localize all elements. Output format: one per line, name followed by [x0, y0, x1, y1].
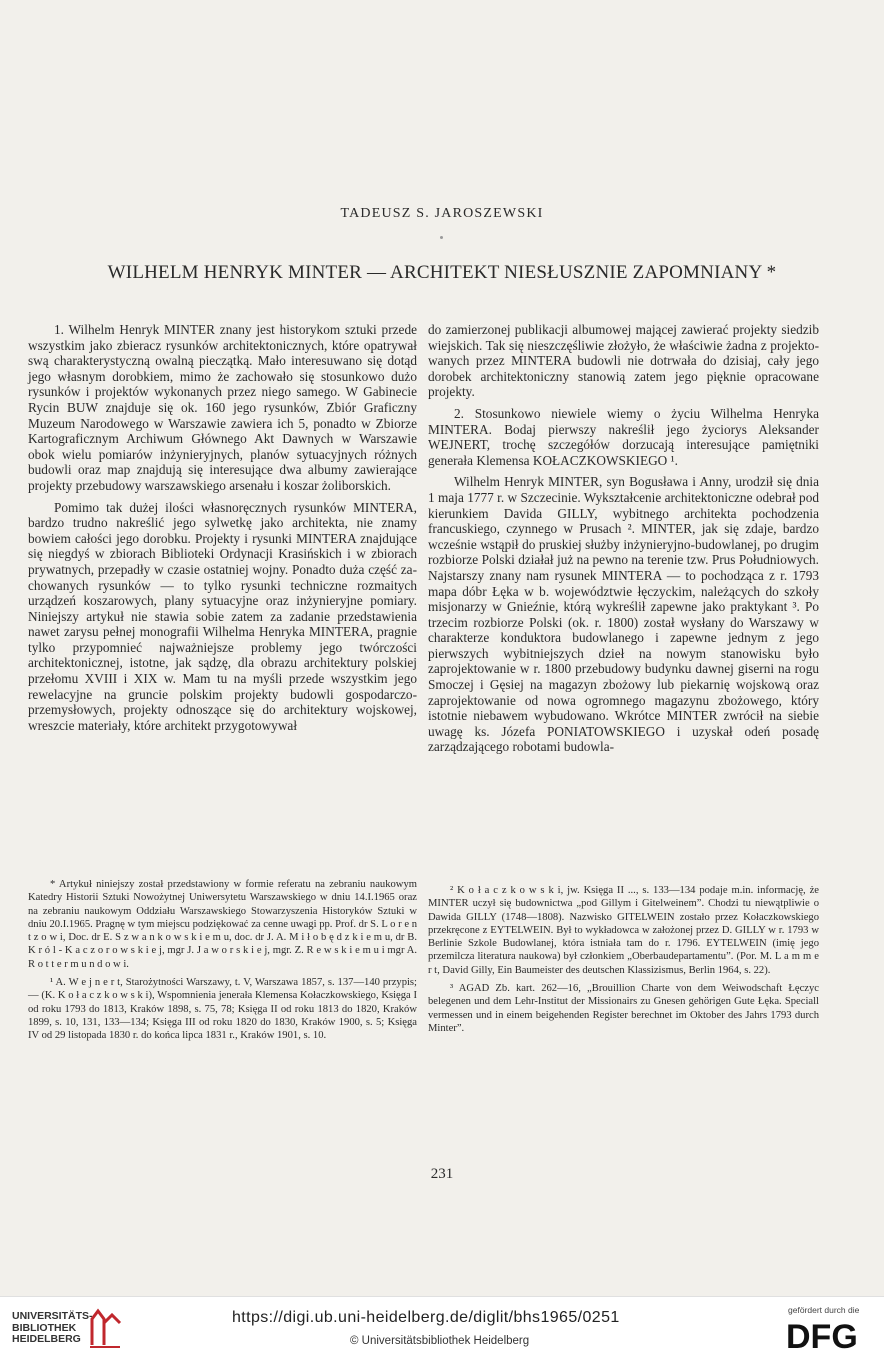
library-name-line: UNIVERSITÄTS- — [12, 1310, 93, 1322]
article-title: WILHELM HENRYK MINTER — ARCHITEKT NIESŁUSZNIE ZAPOMNIANY * — [107, 262, 777, 283]
footnote: ¹ A. W e j n e r t, Starożytności Warszawy, t. V, Warszawa 1857, s. 137—140 przypis; — (K. K o ł a c z k o w s k i), Wspomnienia jenerała Klemensa Kołaczkowskiego, Księga I od roku 1793 do 1813, Kraków 1898, s. 75, 78; Księga II od roku 1813 do 1820, Kraków 1899, s. 10, 131, 133—134; Księga III od roku 1820 do 1830, Kraków 1900, s. 5; Księga IV od 29 listopada 1830 r. do końca lipca 1831 r., Kraków 1901, s. 10. — [28, 977, 417, 1042]
body-paragraph: 1. Wilhelm Henryk MINTER znany jest historykom sztuki przede wszystkim jako zbieracz rysunków architektonicznych, które opatrywał swą charakterystyczną owalną pieczątką. Mało interesuwano się dotąd jego własnym dorobkiem, mimo że zachowało się stosunkowo dużo rysunków i projektów wykonanych przez niego samego. W Gabinecie Rycin BUW znajduje się ok. 160 jego rysunków, Zbiór Graficzny Muzeum Narodowego w Warszawie zawiera ich 5, ponadto w Zbiorze Kartograficznym Archiwum Głównego Akt Dawnych w Warszawie obok wielu pomiarów inżynieryjnych, planów sytuacyjnych różnych budowli oraz map znajdują się interesujące dwa albumy zawierające projekty przebudowy warszawskiego arsenału i koszar żoliborskich. — [28, 322, 417, 493]
footnote: * Artykuł niniejszy został przedstawiony w formie referatu na zebraniu naukowym Katedry Historii Sztuki Nowożytnej Uniwersytetu Warszawskiego w dniu 14.I.1965 oraz na zebraniu naukowym Oddziału Warszawskiego Stowarzyszenia Historyków Sztuki w dniu 20.I.1965. Pragnę w tym miejscu podziękować za cenne uwagi pp. Prof. dr S. L o r e n t z o w i, Doc. dr E. S z w a n k o w s k i e m u, doc. dr J. A. M i ł o b ę d z k i e m u, dr B. K r ó l - K a c z o r o w s k i e j, mgr J. J a w o r s k i e j, mgr. Z. R e w s k i e m u i mgr A. R o t t e r m u n d o w i. — [28, 879, 417, 970]
library-name-line: HEIDELBERG — [12, 1333, 81, 1345]
university-library-name[interactable] — [12, 1311, 93, 1346]
footer-bar — [0, 1296, 884, 1360]
body-paragraph: 2. Stosunkowo niewiele wiemy o życiu Wilhelma Henryka MINTERA. Bodaj pierwszy nakreślił jego życiorys Aleksander WEJNERT, trochę szczegółów dorzucają interesujące pamiętniki generała Klemensa KOŁACZKOWSKIEGO ¹. — [428, 405, 819, 468]
footnote: ² K o ł a c z k o w s k i, jw. Księga II ..., s. 133—134 podaje m.in. informację, że MINTER uczył się budownictwa „pod Gillym i Gitelweinem”. Chodzi tu niewątpliwie o Dawida GILLY (1748—1808). Nazwisko GITELWEIN zostało przez Kołaczkowskiego przekręcone z EYTELWEIN. Był to wykładowca w założonej przez D. GILLY w r. 1793 w Berlinie Szkole Budowlanej, która istniała tam do r. 1796. EYTELWEIN (imię jego przemilcza literatura naukowa) był członkiem „Oberbaudepartamentu”. (Por. M. L a m m e r t, David Gilly, Ein Baumeister des deutschen Klassizismus, Berlin 1964, s. 22). — [428, 885, 819, 976]
university-library-logo-icon[interactable] — [88, 1305, 122, 1351]
separator-dot — [440, 236, 443, 239]
funder-caption: gefördert durch die — [788, 1305, 860, 1315]
body-paragraph: Wilhelm Henryk MINTER, syn Bogusława i Anny, urodził się dnia 1 maja 1777 r. w Szczecinie. Wykształcenie architektoniczne odebrał pod kierunkiem Davida GILLY, wybitnego architekta pochodzenia francuskiego, czynnego w Prusach ². MINTER, jak się zdaje, bardzo wcześnie wstąpił do pruskiej służby inżynieryjno-budowlanej, po drugim rozbiorze Polski działał już na pewno na terenie tzw. Prus Południowych. Najstarszy znany nam rysunek MINTERA — to pochodząca z r. 1793 mapa dóbr Łęka w b. województwie łęczyckim, należących do szkoły misjonarzy w Gnieźnie, którą wykreślił zapewne jako praktykant ³. Po trzecim rozbiorze Polski (ok. r. 1800) został wysłany do Warszawy w charakterze konduktora budowlanego i zapewne jednym z jego pierwszych wybitniejszych dzieł na nowym stanowisku było zaprojektowanie w r. 1800 przebudowy budynku dawnej giserni na rogu Smoczej i Gęsiej na magazyn zbożowy lub piekarnię wojskową oraz zaprojektowanie od nowa ogromnego magazynu zbożowego, który istotnie niebawem wybudowano. Wkrótce MINTER zwrócił na siebie uwagę ks. Józefa PONIATOWSKIEGO i uzyskał odeń posadę zarządzającego robotami budowla- — [428, 474, 819, 755]
copyright-notice: © Universitätsbibliothek Heidelberg — [350, 1335, 530, 1347]
body-paragraph: do zamierzonej publikacji albumowej mającej zawierać projekty siedzib wiejskich. Tak się nieszczęśliwie złożyło, że właściwie żadna z projektowanych przez MINTERA budowli nie dotrwała do dzisiaj, cały jego dorobek architektoniczny stanowią zatem jego pięknie opracowane projekty. — [428, 322, 819, 400]
body-paragraph: Pomimo tak dużej ilości własnoręcznych rysunków MINTERA, bardzo trudno nakreślić jego sylwetkę jako architekta, nie znamy bowiem całości jego dorobku. Projekty i rysunki MINTERA znajdujące się niegdyś w zbiorach Biblioteki Ordynacji Krasińskich i w zbiorach prywatnych, przepadły w czasie ostatniej wojny. Ponadto duża część zachowanych rysunków — to tylko rysunki techniczne rozmaitych urządzeń koszarowych, plany sytuacyjne oraz inżynieryjne pomiary. Niniejszy artykuł nie stawia sobie zatem za zadanie przedstawienia nawet zarysu pełnej monografii Wilhelma Henryka MINTERA, pragnie tylko przypomnieć najważniejsze problemy jego twórczości architektonicznej, istotne, jak sądzę, dla obrazu architektury polskiej przełomu XVIII i XIX w. Mam tu na myśli przede wszystkim jego rewelacyjne na gruncie polskim projekty budowli gospodarczo-przemysłowych, projekty odnoszące się do architektury wojskowej, wreszcie materiały, które architekt przygotowywał — [28, 499, 417, 733]
footnotes-right — [428, 884, 819, 1035]
body-column-right — [428, 322, 819, 755]
page-number: 231 — [430, 1166, 454, 1182]
footnotes-left — [28, 878, 417, 1043]
permalink-url[interactable]: https://digi.ub.uni-heidelberg.de/diglit/bhs1965/0251 — [232, 1309, 620, 1326]
footnote: ³ AGAD Zb. kart. 262—16, „Brouillion Charte von dem Weiwodschaft Łęczyc belegenen und dem Lehr-Institut der Missionairs zu Gnesen gehörigen Gute Łęka. Speciall vermessen und in einem beigehenden Register berechnet im Oktober des Jahrs 1793 durch Minter”. — [428, 983, 819, 1034]
author-name: TADEUSZ S. JAROSZEWSKI — [340, 206, 544, 221]
dfg-logo-text: DFG — [786, 1319, 858, 1351]
body-column-left — [28, 322, 417, 733]
library-name-line: BIBLIOTHEK — [12, 1321, 77, 1334]
dfg-logo-icon[interactable] — [786, 1319, 870, 1351]
